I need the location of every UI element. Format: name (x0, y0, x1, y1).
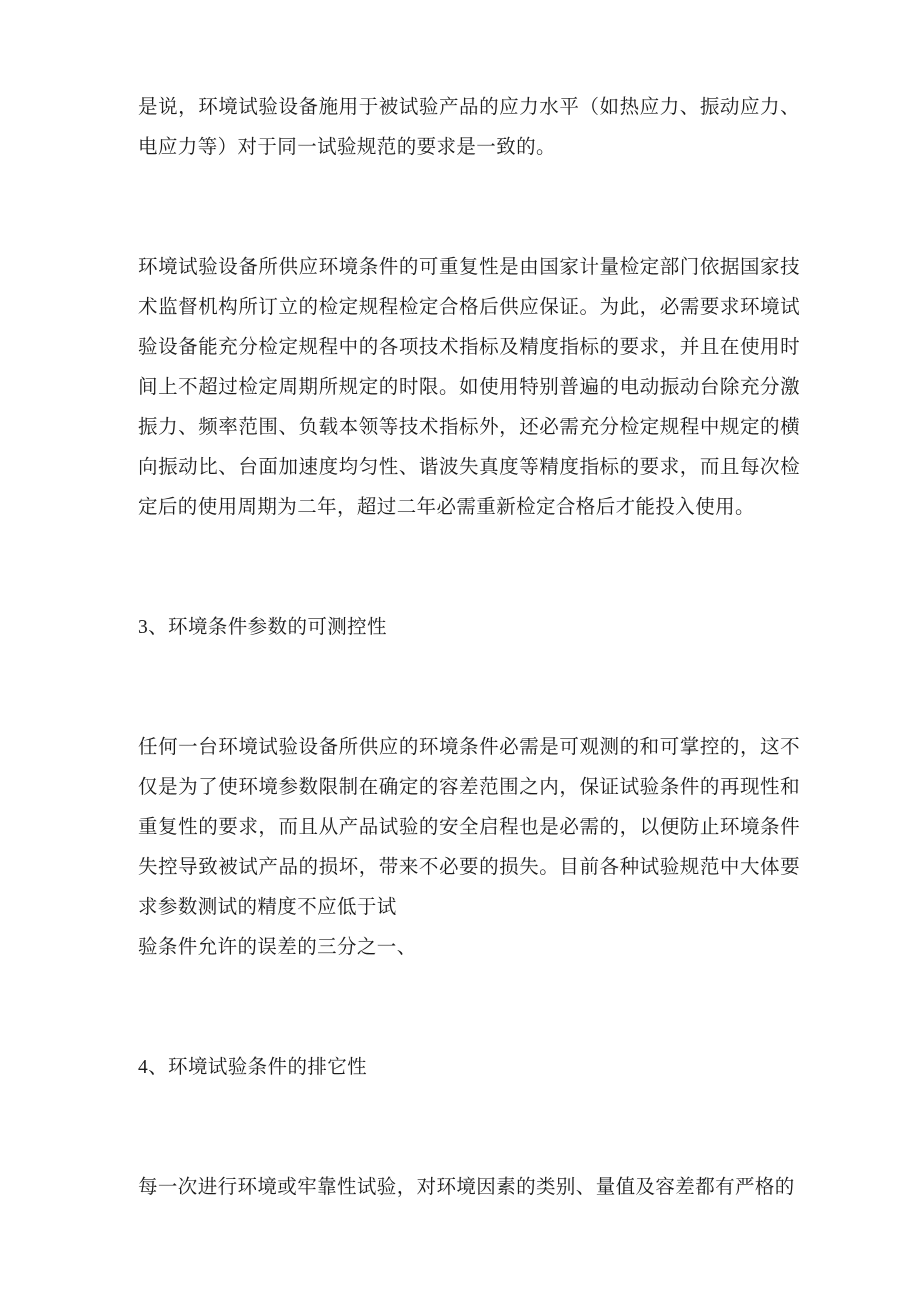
section-heading-3: 3、环境条件参数的可测控性 (138, 617, 387, 638)
paragraph-measurability-tail: 验条件允许的误差的三分之一、 (138, 937, 417, 958)
document-body (138, 88, 800, 1208)
paragraph-measurability: 任何一台环境试验设备所供应的环境条件必需是可观测的和可掌控的，这不仅是为了使环境参数限制在确定的容差范围之内，保证试验条件的再现性和重复性的要求，而且从产品试验的安全启程也是必需的，以便防止环境条件失控导致被试产品的损坏，带来不必要的损失。目前各种试验规范中大体要求参数测试的精度不应低于试 (138, 737, 800, 918)
paragraph-exclusivity: 每一次进行环境或牢靠性试验，对环境因素的类别、量值及容差都有严格的 (138, 1177, 795, 1198)
section-heading-4: 4、环境试验条件的排它性 (138, 1057, 368, 1078)
paragraph-gap (138, 168, 800, 248)
paragraph-repeatability: 环境试验设备所供应环境条件的可重复性是由国家计量检定部门依据国家技术监督机构所订立的检定规程检定合格后供应保证。为此，必需要求环境试验设备能充分检定规程中的各项技术指标及精度指标的要求，并且在使用时间上不超过检定周期所规定的时限。如使用特别普遍的电动振动台除充分激振力、频率范围、负载本领等技术指标外，还必需充分检定规程中规定的横向振动比、台面加速度均匀性、谐波失真度等精度指标的要求，而且每次检定后的使用周期为二年，超过二年必需重新检定合格后才能投入使用。 (138, 257, 800, 518)
paragraph-gap (138, 528, 800, 608)
paragraph-gap (138, 968, 800, 1048)
paragraph-intro: 是说，环境试验设备施用于被试验产品的应力水平（如热应力、振动应力、电应力等）对于同一试验规范的要求是一致的。 (138, 97, 800, 158)
paragraph-gap (138, 1088, 800, 1168)
paragraph-gap (138, 648, 800, 728)
